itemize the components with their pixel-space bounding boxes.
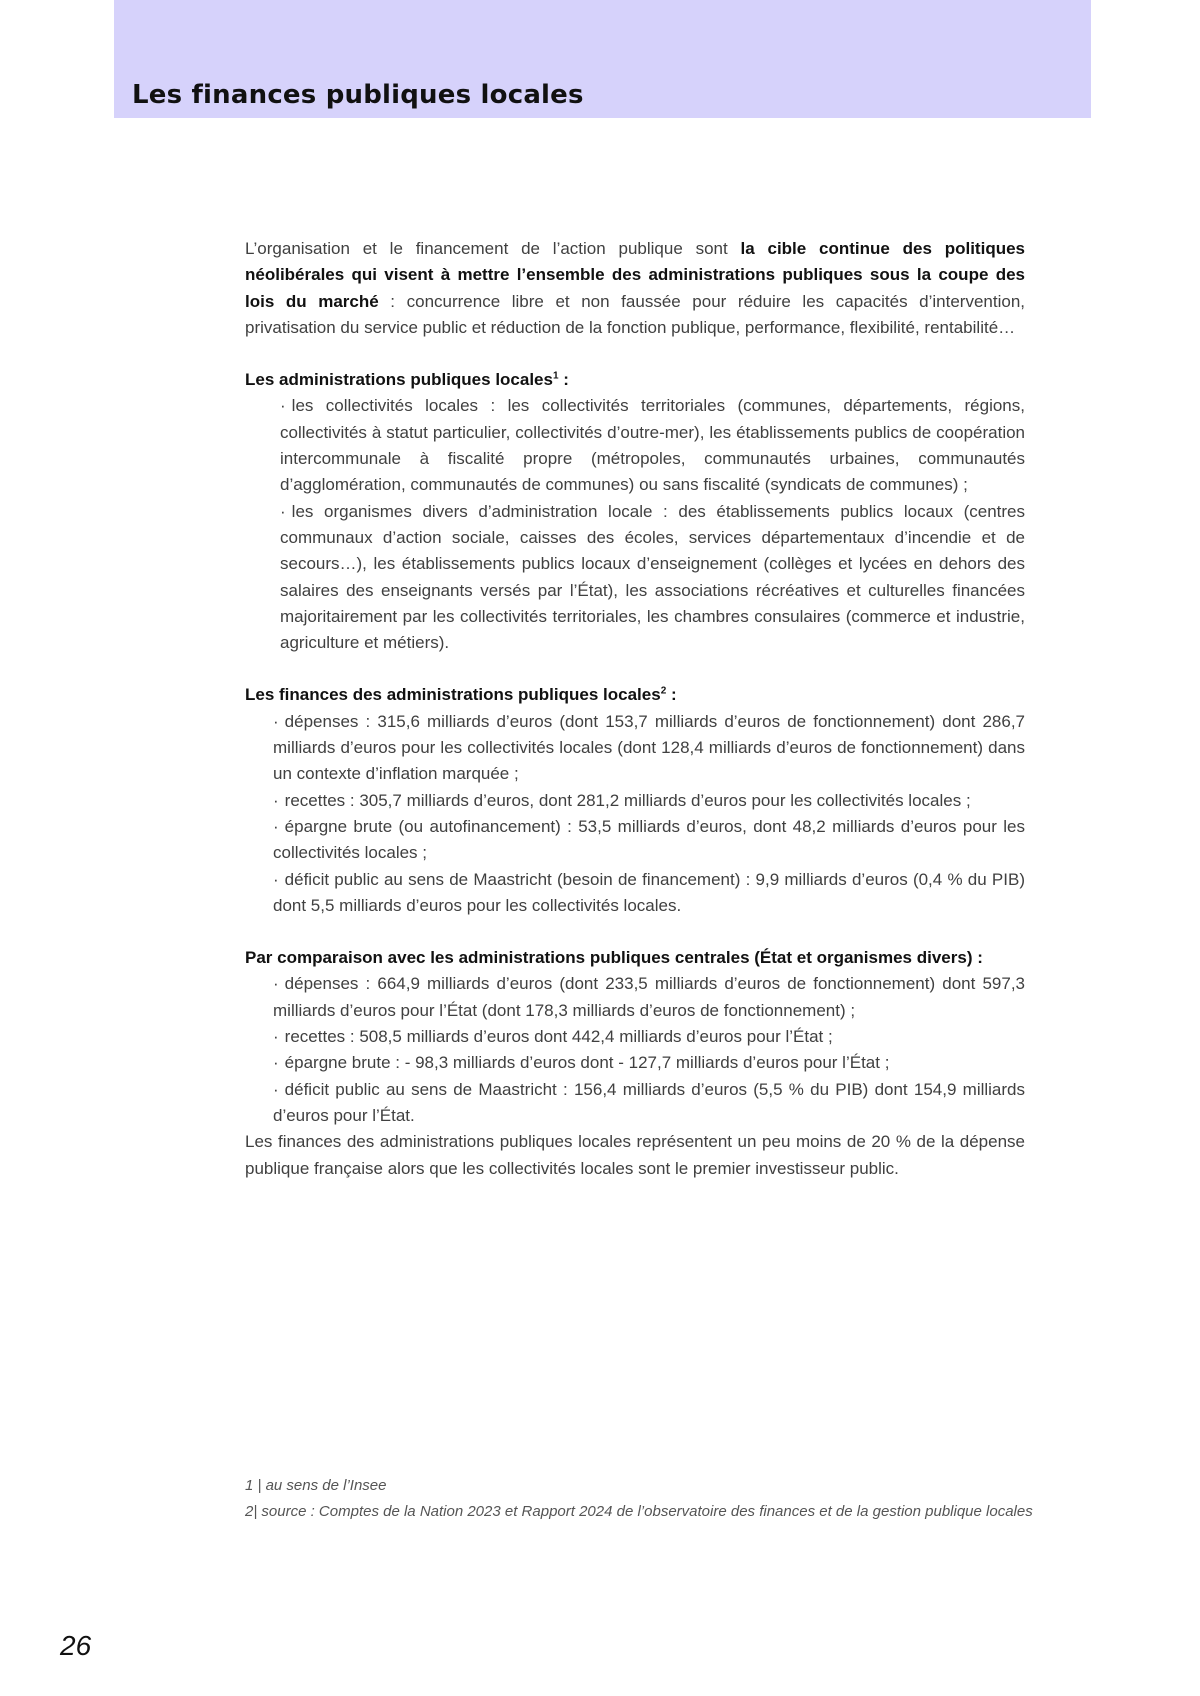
- bullet-dot: ·: [280, 501, 286, 521]
- list-item: [273, 788, 1025, 814]
- list-item-text: les collectivités locales : les collectivités territoriales (communes, départements, régions, collectivités à statut particulier, collectivités d’outre-mer), les établissements publics de coopération intercommunale à fiscalité propre (métropoles, communautés urbaines, communautés d’agglomération, communautés de communes) ou sans fiscalité (syndicats de communes) ;: [280, 396, 1025, 495]
- intro-text-start: L’organisation et le financement de l’action publique sont: [245, 239, 741, 258]
- footnote-2: 2| source : Comptes de la Nation 2023 et Rapport 2024 de l’observatoire des finances et de la gestion publique locales: [245, 1503, 1033, 1520]
- list-item: [273, 1050, 1025, 1076]
- list-item-text: dépenses : 315,6 milliards d’euros (dont 153,7 milliards d’euros de fonctionnement) dont 286,7 milliards d’euros pour les collectivités locales (dont 128,4 milliards d’euros de fonctionnement) dans un contexte d’inflation marquée ;: [273, 711, 1025, 784]
- list-item: [273, 814, 1025, 867]
- list-item: [273, 1024, 1025, 1050]
- bullet-dot: ·: [273, 869, 279, 889]
- intro-paragraph: [245, 236, 1025, 341]
- bullet-list: [245, 393, 1025, 656]
- footnote-ref: 1: [552, 370, 559, 382]
- closing-paragraph: Les finances des administrations publiques locales représentent un peu moins de 20 % de la dépense publique française alors que les collectivités locales sont le premier investisseur public.: [245, 1132, 1025, 1178]
- bullet-list: [245, 709, 1025, 919]
- list-item: [273, 709, 1025, 788]
- bullet-dot: ·: [273, 1027, 279, 1047]
- footnote-ref: 2: [660, 685, 667, 697]
- section-central-comparison: [245, 945, 1025, 1129]
- list-item-text: déficit public au sens de Maastricht (besoin de financement) : 9,9 milliards d’euros (0,4 % du PIB) dont 5,5 milliards d’euros pour les collectivités locales.: [273, 869, 1025, 915]
- bullet-dot: ·: [273, 816, 279, 836]
- list-item: [280, 393, 1025, 498]
- bullet-dot: ·: [280, 396, 286, 416]
- list-item-text: les organismes divers d’administration locale : des établissements publics locaux (centres communaux d’action sociale, caisses des écoles, services départementaux d’incendie et de secours…), les établissements publics locaux d’enseignement (collèges et lycées en dehors des salaires des enseignants versés par l’État), les associations récréatives et culturelles financées majoritairement par les collectivités territoriales, les chambres consulaires (commerce et industrie, agriculture et métiers).: [280, 501, 1025, 653]
- list-item: [273, 971, 1025, 1024]
- bullet-dot: ·: [273, 974, 279, 994]
- main-content: [245, 236, 1025, 1182]
- list-item: [280, 499, 1025, 657]
- list-item: [273, 867, 1025, 920]
- bullet-dot: ·: [273, 1079, 279, 1099]
- footnote-1: 1 | au sens de l’Insee: [245, 1477, 387, 1494]
- page-number: 26: [60, 1630, 92, 1661]
- section-local-administrations: [245, 367, 1025, 656]
- list-item: [273, 1077, 1025, 1130]
- bullet-dot: ·: [273, 711, 279, 731]
- list-item-text: dépenses : 664,9 milliards d’euros (dont 233,5 milliards d’euros de fonctionnement) dont 597,3 milliards d’euros pour l’État (dont 178,3 milliards d’euros de fonctionnement) ;: [273, 974, 1025, 1020]
- bullet-dot: ·: [273, 1053, 279, 1073]
- list-item-text: déficit public au sens de Maastricht : 156,4 milliards d’euros (5,5 % du PIB) dont 154,9 milliards d’euros pour l’État.: [273, 1079, 1025, 1125]
- list-item-text: épargne brute : - 98,3 milliards d’euros dont - 127,7 milliards d’euros pour l’État ;: [284, 1053, 890, 1073]
- footnotes: [245, 1473, 1045, 1525]
- page-title: Les finances publiques locales: [132, 80, 584, 110]
- intro-emphasis: la cible continue des politiques néolibérales qui visent à mettre l’ensemble des administrations publiques sous la coupe des lois du marché: [245, 239, 1025, 311]
- section-heading: Les administrations publiques locales$^1$ :: [245, 370, 569, 390]
- section-heading: Par comparaison avec les administrations publiques centrales (État et organismes divers) :: [245, 948, 983, 968]
- list-item-text: recettes : 305,7 milliards d’euros, dont 281,2 milliards d’euros pour les collectivités locales ;: [284, 790, 971, 810]
- bullet-list: [245, 971, 1025, 1129]
- bullet-dot: ·: [273, 790, 279, 810]
- section-heading: Les finances des administrations publiques locales$^2$ :: [245, 685, 677, 705]
- list-item-text: épargne brute (ou autofinancement) : 53,5 milliards d’euros, dont 48,2 milliards d’euros pour les collectivités locales ;: [273, 816, 1025, 863]
- intro-text-end: : concurrence libre et non faussée pour réduire les capacités d’intervention, privatisation du service public et réduction de la fonction publique, performance, flexibilité, rentabilité…: [245, 291, 1025, 337]
- section-local-finances: [245, 682, 1025, 919]
- list-item-text: recettes : 508,5 milliards d’euros dont 442,4 milliards d’euros pour l’État ;: [284, 1027, 833, 1047]
